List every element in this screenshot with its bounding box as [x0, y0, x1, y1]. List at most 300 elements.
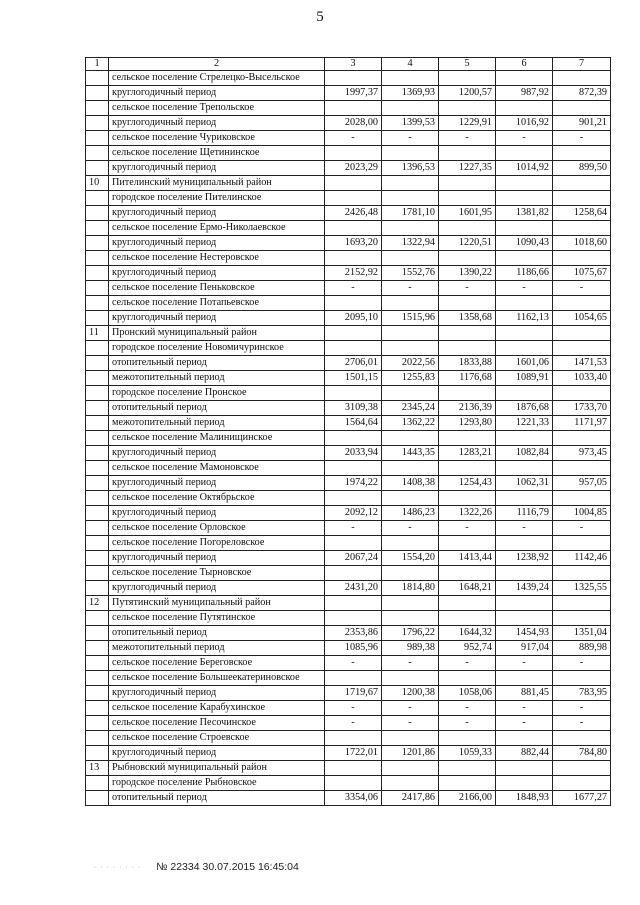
value-cell: 1601,95 — [439, 205, 496, 220]
value-cell: - — [439, 715, 496, 730]
header-row — [86, 58, 611, 71]
table-row — [86, 640, 611, 655]
value-cell: - — [553, 520, 611, 535]
empty-cell — [382, 565, 439, 580]
period-label: сельское поселение Береговское — [109, 655, 325, 670]
value-cell: 1554,20 — [382, 550, 439, 565]
value-cell: 2022,56 — [382, 355, 439, 370]
row-number-cell — [86, 220, 109, 235]
empty-cell — [553, 430, 611, 445]
empty-cell — [439, 385, 496, 400]
settlement-row — [86, 610, 611, 625]
district-row — [86, 175, 611, 190]
empty-cell — [439, 565, 496, 580]
value-cell: 1200,57 — [439, 85, 496, 100]
value-cell: 1283,21 — [439, 445, 496, 460]
period-label: межотопительный период — [109, 415, 325, 430]
value-cell: 2417,86 — [382, 790, 439, 805]
value-cell: 1381,82 — [496, 205, 553, 220]
empty-cell — [439, 760, 496, 775]
empty-cell — [325, 295, 382, 310]
value-cell: - — [496, 520, 553, 535]
table-row — [86, 580, 611, 595]
header-cell: 7 — [553, 58, 611, 71]
empty-cell — [382, 670, 439, 685]
settlement-row — [86, 220, 611, 235]
value-cell: 1293,80 — [439, 415, 496, 430]
table-row — [86, 745, 611, 760]
empty-cell — [382, 775, 439, 790]
empty-cell — [382, 340, 439, 355]
empty-cell — [496, 190, 553, 205]
empty-cell — [382, 730, 439, 745]
district-row — [86, 760, 611, 775]
value-cell: - — [325, 715, 382, 730]
value-cell: 2426,48 — [325, 205, 382, 220]
settlement-name: сельское поселение Нестеровское — [109, 250, 325, 265]
value-cell: 1254,43 — [439, 475, 496, 490]
empty-cell — [325, 100, 382, 115]
table-row — [86, 790, 611, 805]
header-cell: 3 — [325, 58, 382, 71]
empty-cell — [496, 145, 553, 160]
table-row — [86, 280, 611, 295]
row-number-cell — [86, 550, 109, 565]
empty-cell — [553, 730, 611, 745]
value-cell: 1238,92 — [496, 550, 553, 565]
value-cell: 783,95 — [553, 685, 611, 700]
value-cell: 1848,93 — [496, 790, 553, 805]
value-cell: 1014,92 — [496, 160, 553, 175]
value-cell: 987,92 — [496, 85, 553, 100]
row-number-cell — [86, 490, 109, 505]
table-row — [86, 310, 611, 325]
value-cell: 1058,06 — [439, 685, 496, 700]
empty-cell — [382, 220, 439, 235]
value-cell: 881,45 — [496, 685, 553, 700]
empty-cell — [325, 670, 382, 685]
value-cell: - — [496, 130, 553, 145]
row-number-cell — [86, 445, 109, 460]
value-cell: 1116,79 — [496, 505, 553, 520]
empty-cell — [439, 610, 496, 625]
row-number-cell — [86, 730, 109, 745]
period-label: круглогодичный период — [109, 160, 325, 175]
value-cell: 1833,88 — [439, 355, 496, 370]
period-label: сельское поселение Чуриковское — [109, 130, 325, 145]
table-row — [86, 655, 611, 670]
empty-cell — [496, 175, 553, 190]
value-cell: - — [439, 280, 496, 295]
period-label: круглогодичный период — [109, 685, 325, 700]
empty-cell — [553, 70, 611, 85]
row-number-cell — [86, 565, 109, 580]
period-label: круглогодичный период — [109, 580, 325, 595]
row-number-cell — [86, 790, 109, 805]
empty-cell — [382, 595, 439, 610]
settlement-row — [86, 430, 611, 445]
value-cell: 1018,60 — [553, 235, 611, 250]
value-cell: - — [439, 130, 496, 145]
value-cell: 1229,91 — [439, 115, 496, 130]
empty-cell — [439, 70, 496, 85]
period-label: круглогодичный период — [109, 235, 325, 250]
empty-cell — [496, 460, 553, 475]
value-cell: - — [496, 655, 553, 670]
empty-cell — [382, 295, 439, 310]
value-cell: 1171,97 — [553, 415, 611, 430]
empty-cell — [325, 775, 382, 790]
value-cell: - — [439, 700, 496, 715]
period-label: круглогодичный период — [109, 115, 325, 130]
value-cell: 2033,94 — [325, 445, 382, 460]
empty-cell — [496, 760, 553, 775]
empty-cell — [553, 460, 611, 475]
value-cell: - — [382, 655, 439, 670]
empty-cell — [325, 190, 382, 205]
empty-cell — [439, 595, 496, 610]
value-cell: - — [382, 700, 439, 715]
empty-cell — [382, 325, 439, 340]
value-cell: - — [382, 130, 439, 145]
value-cell: 1396,53 — [382, 160, 439, 175]
empty-cell — [496, 325, 553, 340]
period-label: круглогодичный период — [109, 550, 325, 565]
empty-cell — [553, 535, 611, 550]
header-cell: 4 — [382, 58, 439, 71]
value-cell: 1648,21 — [439, 580, 496, 595]
row-number-cell — [86, 130, 109, 145]
empty-cell — [382, 610, 439, 625]
empty-cell — [325, 385, 382, 400]
settlement-row — [86, 190, 611, 205]
district-number: 12 — [86, 595, 109, 610]
empty-cell — [325, 490, 382, 505]
value-cell: 1719,67 — [325, 685, 382, 700]
header-cell: 1 — [86, 58, 109, 71]
settlement-row — [86, 460, 611, 475]
row-number-cell — [86, 205, 109, 220]
empty-cell — [325, 70, 382, 85]
settlement-name: сельское поселение Большеекатериновское — [109, 670, 325, 685]
table-row — [86, 415, 611, 430]
settlement-name: городское поселение Новомичуринское — [109, 340, 325, 355]
empty-cell — [553, 340, 611, 355]
value-cell: 2092,12 — [325, 505, 382, 520]
row-number-cell — [86, 580, 109, 595]
settlement-row — [86, 385, 611, 400]
period-label: сельское поселение Песочинское — [109, 715, 325, 730]
row-number-cell — [86, 280, 109, 295]
empty-cell — [496, 250, 553, 265]
period-label: круглогодичный период — [109, 505, 325, 520]
period-label: межотопительный период — [109, 370, 325, 385]
table-row — [86, 400, 611, 415]
empty-cell — [439, 100, 496, 115]
value-cell: 2028,00 — [325, 115, 382, 130]
empty-cell — [496, 535, 553, 550]
empty-cell — [325, 220, 382, 235]
table-row — [86, 505, 611, 520]
empty-cell — [325, 340, 382, 355]
value-cell: 2152,92 — [325, 265, 382, 280]
value-cell: 1601,06 — [496, 355, 553, 370]
value-cell: 1552,76 — [382, 265, 439, 280]
document-timestamp: 30.07.2015 16:45:04 — [202, 861, 299, 873]
empty-cell — [496, 730, 553, 745]
value-cell: 1997,37 — [325, 85, 382, 100]
value-cell: 1322,94 — [382, 235, 439, 250]
value-cell: 1221,33 — [496, 415, 553, 430]
value-cell: 989,38 — [382, 640, 439, 655]
row-number-cell — [86, 520, 109, 535]
district-name: Пронский муниципальный район — [109, 325, 325, 340]
value-cell: 1408,38 — [382, 475, 439, 490]
value-cell: 2706,01 — [325, 355, 382, 370]
value-cell: - — [439, 520, 496, 535]
value-cell: 1004,85 — [553, 505, 611, 520]
value-cell: 1082,84 — [496, 445, 553, 460]
row-number-cell — [86, 250, 109, 265]
district-name: Путятинский муниципальный район — [109, 595, 325, 610]
value-cell: 3109,38 — [325, 400, 382, 415]
value-cell: 1439,24 — [496, 580, 553, 595]
value-cell: 1089,91 — [496, 370, 553, 385]
value-cell: - — [325, 520, 382, 535]
period-label: круглогодичный период — [109, 205, 325, 220]
period-label: круглогодичный период — [109, 265, 325, 280]
empty-cell — [382, 250, 439, 265]
value-cell: 1033,40 — [553, 370, 611, 385]
empty-cell — [496, 595, 553, 610]
settlement-name: сельское поселение Потапьевское — [109, 295, 325, 310]
value-cell: 1054,65 — [553, 310, 611, 325]
settlement-row — [86, 775, 611, 790]
value-cell: 901,21 — [553, 115, 611, 130]
period-label: отопительный период — [109, 355, 325, 370]
period-label: отопительный период — [109, 790, 325, 805]
value-cell: 1059,33 — [439, 745, 496, 760]
settlement-name: сельское поселение Стрелецко-Высельское — [109, 70, 325, 85]
value-cell: 1454,93 — [496, 625, 553, 640]
row-number-cell — [86, 115, 109, 130]
value-cell: 917,04 — [496, 640, 553, 655]
period-label: сельское поселение Пеньковское — [109, 280, 325, 295]
empty-cell — [496, 295, 553, 310]
value-cell: 1322,26 — [439, 505, 496, 520]
value-cell: 1258,64 — [553, 205, 611, 220]
row-number-cell — [86, 745, 109, 760]
settlement-name: сельское поселение Щетининское — [109, 145, 325, 160]
empty-cell — [439, 490, 496, 505]
table-row — [86, 160, 611, 175]
settlement-name: сельское поселение Погореловское — [109, 535, 325, 550]
header-cell: 5 — [439, 58, 496, 71]
empty-cell — [439, 145, 496, 160]
value-cell: 1515,96 — [382, 310, 439, 325]
period-label: межотопительный период — [109, 640, 325, 655]
value-cell: - — [439, 655, 496, 670]
value-cell: - — [496, 280, 553, 295]
settlement-row — [86, 670, 611, 685]
settlement-name: сельское поселение Ермо-Николаевское — [109, 220, 325, 235]
empty-cell — [553, 670, 611, 685]
value-cell: - — [325, 130, 382, 145]
value-cell: 1644,32 — [439, 625, 496, 640]
tariff-table — [85, 57, 611, 806]
empty-cell — [382, 145, 439, 160]
value-cell: 1062,31 — [496, 475, 553, 490]
empty-cell — [325, 175, 382, 190]
header-cell: 2 — [109, 58, 325, 71]
row-number-cell — [86, 610, 109, 625]
row-number-cell — [86, 235, 109, 250]
period-label: сельское поселение Орловское — [109, 520, 325, 535]
district-name: Рыбновский муниципальный район — [109, 760, 325, 775]
empty-cell — [553, 490, 611, 505]
value-cell: - — [325, 280, 382, 295]
empty-cell — [325, 595, 382, 610]
table-row — [86, 205, 611, 220]
row-number-cell — [86, 145, 109, 160]
empty-cell — [325, 760, 382, 775]
value-cell: 1974,22 — [325, 475, 382, 490]
table-row — [86, 700, 611, 715]
settlement-name: городское поселение Рыбновское — [109, 775, 325, 790]
row-number-cell — [86, 775, 109, 790]
district-number: 13 — [86, 760, 109, 775]
row-number-cell — [86, 625, 109, 640]
value-cell: 1796,22 — [382, 625, 439, 640]
value-cell: - — [325, 700, 382, 715]
document-footer — [94, 861, 299, 873]
row-number-cell — [86, 670, 109, 685]
empty-cell — [553, 385, 611, 400]
empty-cell — [439, 460, 496, 475]
settlement-row — [86, 250, 611, 265]
value-cell: - — [553, 655, 611, 670]
value-cell: 1443,35 — [382, 445, 439, 460]
value-cell: 1390,22 — [439, 265, 496, 280]
settlement-name: сельское поселение Строевское — [109, 730, 325, 745]
district-row — [86, 595, 611, 610]
value-cell: 1090,43 — [496, 235, 553, 250]
empty-cell — [439, 535, 496, 550]
value-cell: 2067,24 — [325, 550, 382, 565]
value-cell: 1362,22 — [382, 415, 439, 430]
empty-cell — [382, 70, 439, 85]
value-cell: 2345,24 — [382, 400, 439, 415]
stamp-mark: · · · · · · · · — [94, 863, 142, 871]
district-row — [86, 325, 611, 340]
table-row — [86, 550, 611, 565]
value-cell: 882,44 — [496, 745, 553, 760]
empty-cell — [496, 385, 553, 400]
settlement-name: сельское поселение Трепольское — [109, 100, 325, 115]
period-label: круглогодичный период — [109, 310, 325, 325]
empty-cell — [382, 535, 439, 550]
table-row — [86, 355, 611, 370]
row-number-cell — [86, 265, 109, 280]
table-row — [86, 115, 611, 130]
empty-cell — [382, 760, 439, 775]
table-row — [86, 130, 611, 145]
value-cell: 784,80 — [553, 745, 611, 760]
page-number: 5 — [316, 9, 324, 25]
value-cell: 1501,15 — [325, 370, 382, 385]
row-number-cell — [86, 340, 109, 355]
settlement-row — [86, 100, 611, 115]
empty-cell — [439, 175, 496, 190]
value-cell: 1085,96 — [325, 640, 382, 655]
row-number-cell — [86, 475, 109, 490]
empty-cell — [439, 220, 496, 235]
table-row — [86, 85, 611, 100]
value-cell: 899,50 — [553, 160, 611, 175]
district-number: 10 — [86, 175, 109, 190]
empty-cell — [553, 100, 611, 115]
settlement-name: сельское поселение Мамоновское — [109, 460, 325, 475]
row-number-cell — [86, 655, 109, 670]
row-number-cell — [86, 505, 109, 520]
value-cell: 1814,80 — [382, 580, 439, 595]
value-cell: 2166,00 — [439, 790, 496, 805]
empty-cell — [382, 190, 439, 205]
value-cell: 973,45 — [553, 445, 611, 460]
empty-cell — [553, 760, 611, 775]
empty-cell — [553, 775, 611, 790]
empty-cell — [325, 730, 382, 745]
value-cell: 1369,93 — [382, 85, 439, 100]
settlement-name: сельское поселение Путятинское — [109, 610, 325, 625]
row-number-cell — [86, 385, 109, 400]
value-cell: 2353,86 — [325, 625, 382, 640]
empty-cell — [496, 340, 553, 355]
value-cell: - — [382, 715, 439, 730]
empty-cell — [325, 460, 382, 475]
period-label: сельское поселение Карабухинское — [109, 700, 325, 715]
row-number-cell — [86, 370, 109, 385]
value-cell: 872,39 — [553, 85, 611, 100]
empty-cell — [553, 250, 611, 265]
row-number-cell — [86, 70, 109, 85]
value-cell: - — [553, 715, 611, 730]
value-cell: - — [325, 655, 382, 670]
period-label: круглогодичный период — [109, 85, 325, 100]
settlement-row — [86, 145, 611, 160]
value-cell: 1722,01 — [325, 745, 382, 760]
row-number-cell — [86, 685, 109, 700]
value-cell: 1693,20 — [325, 235, 382, 250]
row-number-cell — [86, 355, 109, 370]
table-row — [86, 520, 611, 535]
row-number-cell — [86, 460, 109, 475]
empty-cell — [496, 430, 553, 445]
empty-cell — [553, 595, 611, 610]
value-cell: 1564,64 — [325, 415, 382, 430]
value-cell: 957,05 — [553, 475, 611, 490]
value-cell: 1220,51 — [439, 235, 496, 250]
table-row — [86, 265, 611, 280]
settlement-row — [86, 565, 611, 580]
value-cell: 1677,27 — [553, 790, 611, 805]
value-cell: 1471,53 — [553, 355, 611, 370]
settlement-row — [86, 490, 611, 505]
value-cell: 1176,68 — [439, 370, 496, 385]
value-cell: 3354,06 — [325, 790, 382, 805]
row-number-cell — [86, 535, 109, 550]
empty-cell — [439, 430, 496, 445]
